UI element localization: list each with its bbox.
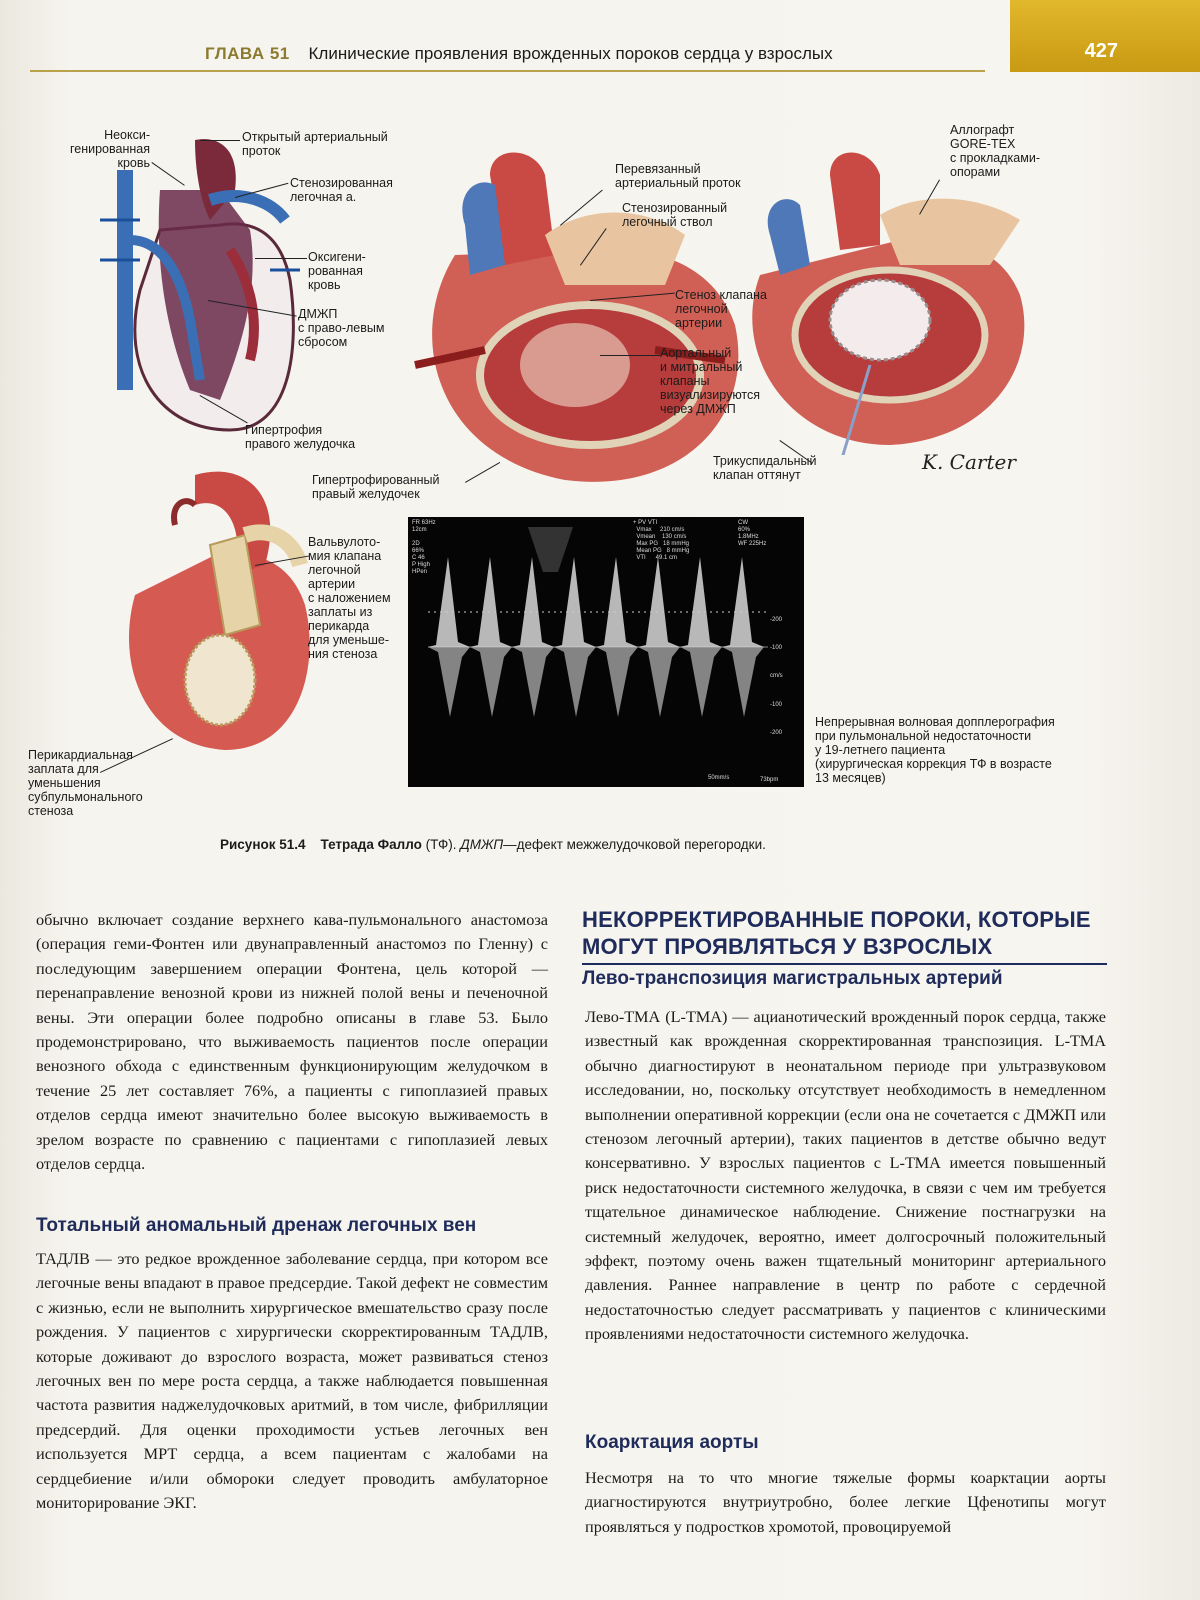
artist-signature: K. Carter <box>922 450 1016 474</box>
figure-title: Тетрада Фалло <box>320 837 422 852</box>
label-patent-duct: Открытый артериальный проток <box>242 130 388 158</box>
label-valve-stenosis: Стеноз клапана легочной артерии <box>675 288 767 330</box>
section-heading-ltga: Лево-транспозиция магистральных артерий <box>582 968 1003 989</box>
doppler-scale-5: -200 <box>770 730 783 736</box>
paragraph: Несмотря на то что многие тяжелые формы коарктации аорты диагностируются внутриутробно, более легкие Цфенотипы могут проявляться у подростков хромотой, провоцируемой <box>585 1468 1106 1536</box>
leader-line <box>600 355 660 356</box>
label-vsd-shunt: ДМЖП с право-левым сбросом <box>298 307 385 349</box>
doppler-scale-2: -100 <box>770 645 783 651</box>
label-tricuspid: Трикуспидальный клапан оттянут <box>713 454 817 482</box>
figure-term: ДМЖП <box>460 837 504 852</box>
figure-rest: —дефект межжелудочковой перегородки. <box>503 837 766 852</box>
label-valvulotomy: Вальвулото- мия клапана легочной артерии с наложением заплаты из перикарда для уменьше- ния стеноза <box>308 535 391 661</box>
right-column <box>585 1005 1106 1347</box>
doppler-scale-3: cm/s <box>770 673 783 679</box>
schematic-heart-illustration <box>100 130 300 440</box>
doppler-scale-4: -100 <box>770 702 783 708</box>
left-column <box>36 908 548 1176</box>
label-oxygenated-blood: Оксигени- рованная кровь <box>308 250 366 292</box>
heading-rule <box>582 963 1107 965</box>
doppler-pv-vti: + PV VTI Vmax 210 cm/s Vmean 130 cm/s Max PG 18 mmHg Mean PG 8 mmHg VTI 49.1 cm <box>633 520 690 561</box>
figure-abbr: (ТФ). <box>425 837 457 852</box>
section-heading-coarctation: Коарктация аорты <box>585 1432 759 1453</box>
running-header <box>205 44 833 64</box>
doppler-speed: 50mm/s <box>708 775 730 781</box>
paragraph: обычно включает создание верхнего кава-пульмонального анастомоза (операция геми-Фонтен или двунаправленный анастомоз по Гленну) с последующим завершением операции Фонтена, цель которой — перенаправление венозной крови из нижней полой вены и печеночной вены. Эти операции более подробно описаны в главе 53. Было продемонстрировано, что выживаемость пациентов после операции венозного обхода с единственным функционирующим желудочком в течение 25 лет составляет 76%, а пациенты с гипоплазией правых отделов сердца имеют значительно более высокую выживаемость в зрелом возрасте по сравнению с пациентами с гипоплазией левых отделов сердца. <box>36 910 548 1174</box>
doppler-scale-1: -200 <box>770 617 783 623</box>
section-heading-tapvd: Тотальный аномальный дренаж легочных вен <box>36 1215 477 1236</box>
leader-line <box>200 140 240 141</box>
label-hypertrophied-rv: Гипертрофированный правый желудочек <box>312 473 440 501</box>
paragraph: Лево-ТМА (L-ТМА) — ацианотический врожденный порок сердца, также известный как врожденная скорректированная транспозиция. L-ТМА обычно диагностируют в неонатальном периоде при ультразвуковом исследовании, но, поскольку отсутствует необходимость в немедленном выполнении оперативной коррекции (если она не сочетается с ДМЖП или стенозом легочный артерии), таких пациентов в детстве обычно ведут консервативно. У взрослых пациентов с L-ТМА имеется повышенный риск недостаточности системного желудочка, в связи с чем им требуется тщательное динамическое наблюдение. Снижение постнагрузки на системный желудочек, вероятно, имеет долгосрочный положительный эффект, поэтому очень важен тщательный мониторинг артериального давления. Раннее направление в центр по работе с сердечной недостаточностью следует рассматривать у пациентов с клиническими проявлениями недостаточности системного желудочка. <box>585 1007 1106 1344</box>
doppler-image <box>408 517 804 787</box>
label-rv-hypertrophy: Гипертрофия правого желудочка <box>245 423 356 451</box>
figure-number: Рисунок 51.4 <box>220 837 306 852</box>
valvulotomy-illustration <box>115 465 315 755</box>
label-stenotic-trunk: Стенозированный легочный ствол <box>622 201 728 229</box>
leader-line <box>255 258 307 259</box>
doppler-caption: Непрерывная волновая допплерография при пульмональной недостаточности у 19-летнего пациента (хирургическая коррекция ТФ в возрасте 13 месяцев) <box>815 715 1055 785</box>
doppler-cw: CW 60% 1.8MHz WF 225Hz <box>738 520 767 547</box>
doppler-bpm: 73bpm <box>760 777 779 783</box>
section-heading-main: НЕКОРРЕКТИРОВАННЫЕ ПОРОКИ, КОТОРЫЕ МОГУТ ПРОЯВЛЯТЬСЯ У ВЗРОСЛЫХ <box>582 907 1091 959</box>
label-aortic-mitral: Аортальный и митральный клапаны визуализируются через ДМЖП <box>660 346 761 416</box>
doppler-trace <box>408 517 804 787</box>
doppler-settings: FR 63Hz 12cm 2D 66% C 46 P High HPen <box>412 520 436 575</box>
right-column-2 <box>585 1466 1106 1539</box>
page-number: 427 <box>1084 40 1118 62</box>
label-pericardial-patch: Перикардиальная заплата для уменьшения субпульмонального стеноза <box>28 748 143 818</box>
label-ligated-duct: Перевязанный артериальный проток <box>615 162 741 190</box>
chapter-title: Клинические проявления врожденных пороков сердца у взрослых <box>308 44 833 63</box>
label-deoxygenated-blood: Неокси- генированная кровь <box>69 128 150 170</box>
header-rule <box>30 70 985 72</box>
chapter-label: ГЛАВА 51 <box>205 44 290 63</box>
left-column-2 <box>36 1247 548 1515</box>
label-allograft: Аллографт GORE-TEX с прокладками- опорами <box>950 123 1040 179</box>
paragraph: ТАДЛВ — это редкое врожденное заболевание сердца, при котором все легочные вены впадают в правое предсердие. Такой дефект не совместим с жизнью, если не выполнить хирургическое вмешательство сразу после рождения. У пациентов с хирургически скорректированным ТАДЛВ, которые доживают до взрослого возраста, может развиваться стеноз легочных вен по мере роста сердца, а также наблюдается повышенная частота развития наджелудочковых аритмий, в том числе, фибрилляции предсердий. Для оценки проходимости устьев легочных вен используется МРТ сердца, а всем пациентам с жалобами на сердцебиение и/или обмороки следует проводить амбулаторное мониторирование ЭКГ. <box>36 1249 548 1513</box>
figure-caption <box>220 837 766 852</box>
label-stenotic-pa: Стенозированная легочная а. <box>290 176 393 204</box>
